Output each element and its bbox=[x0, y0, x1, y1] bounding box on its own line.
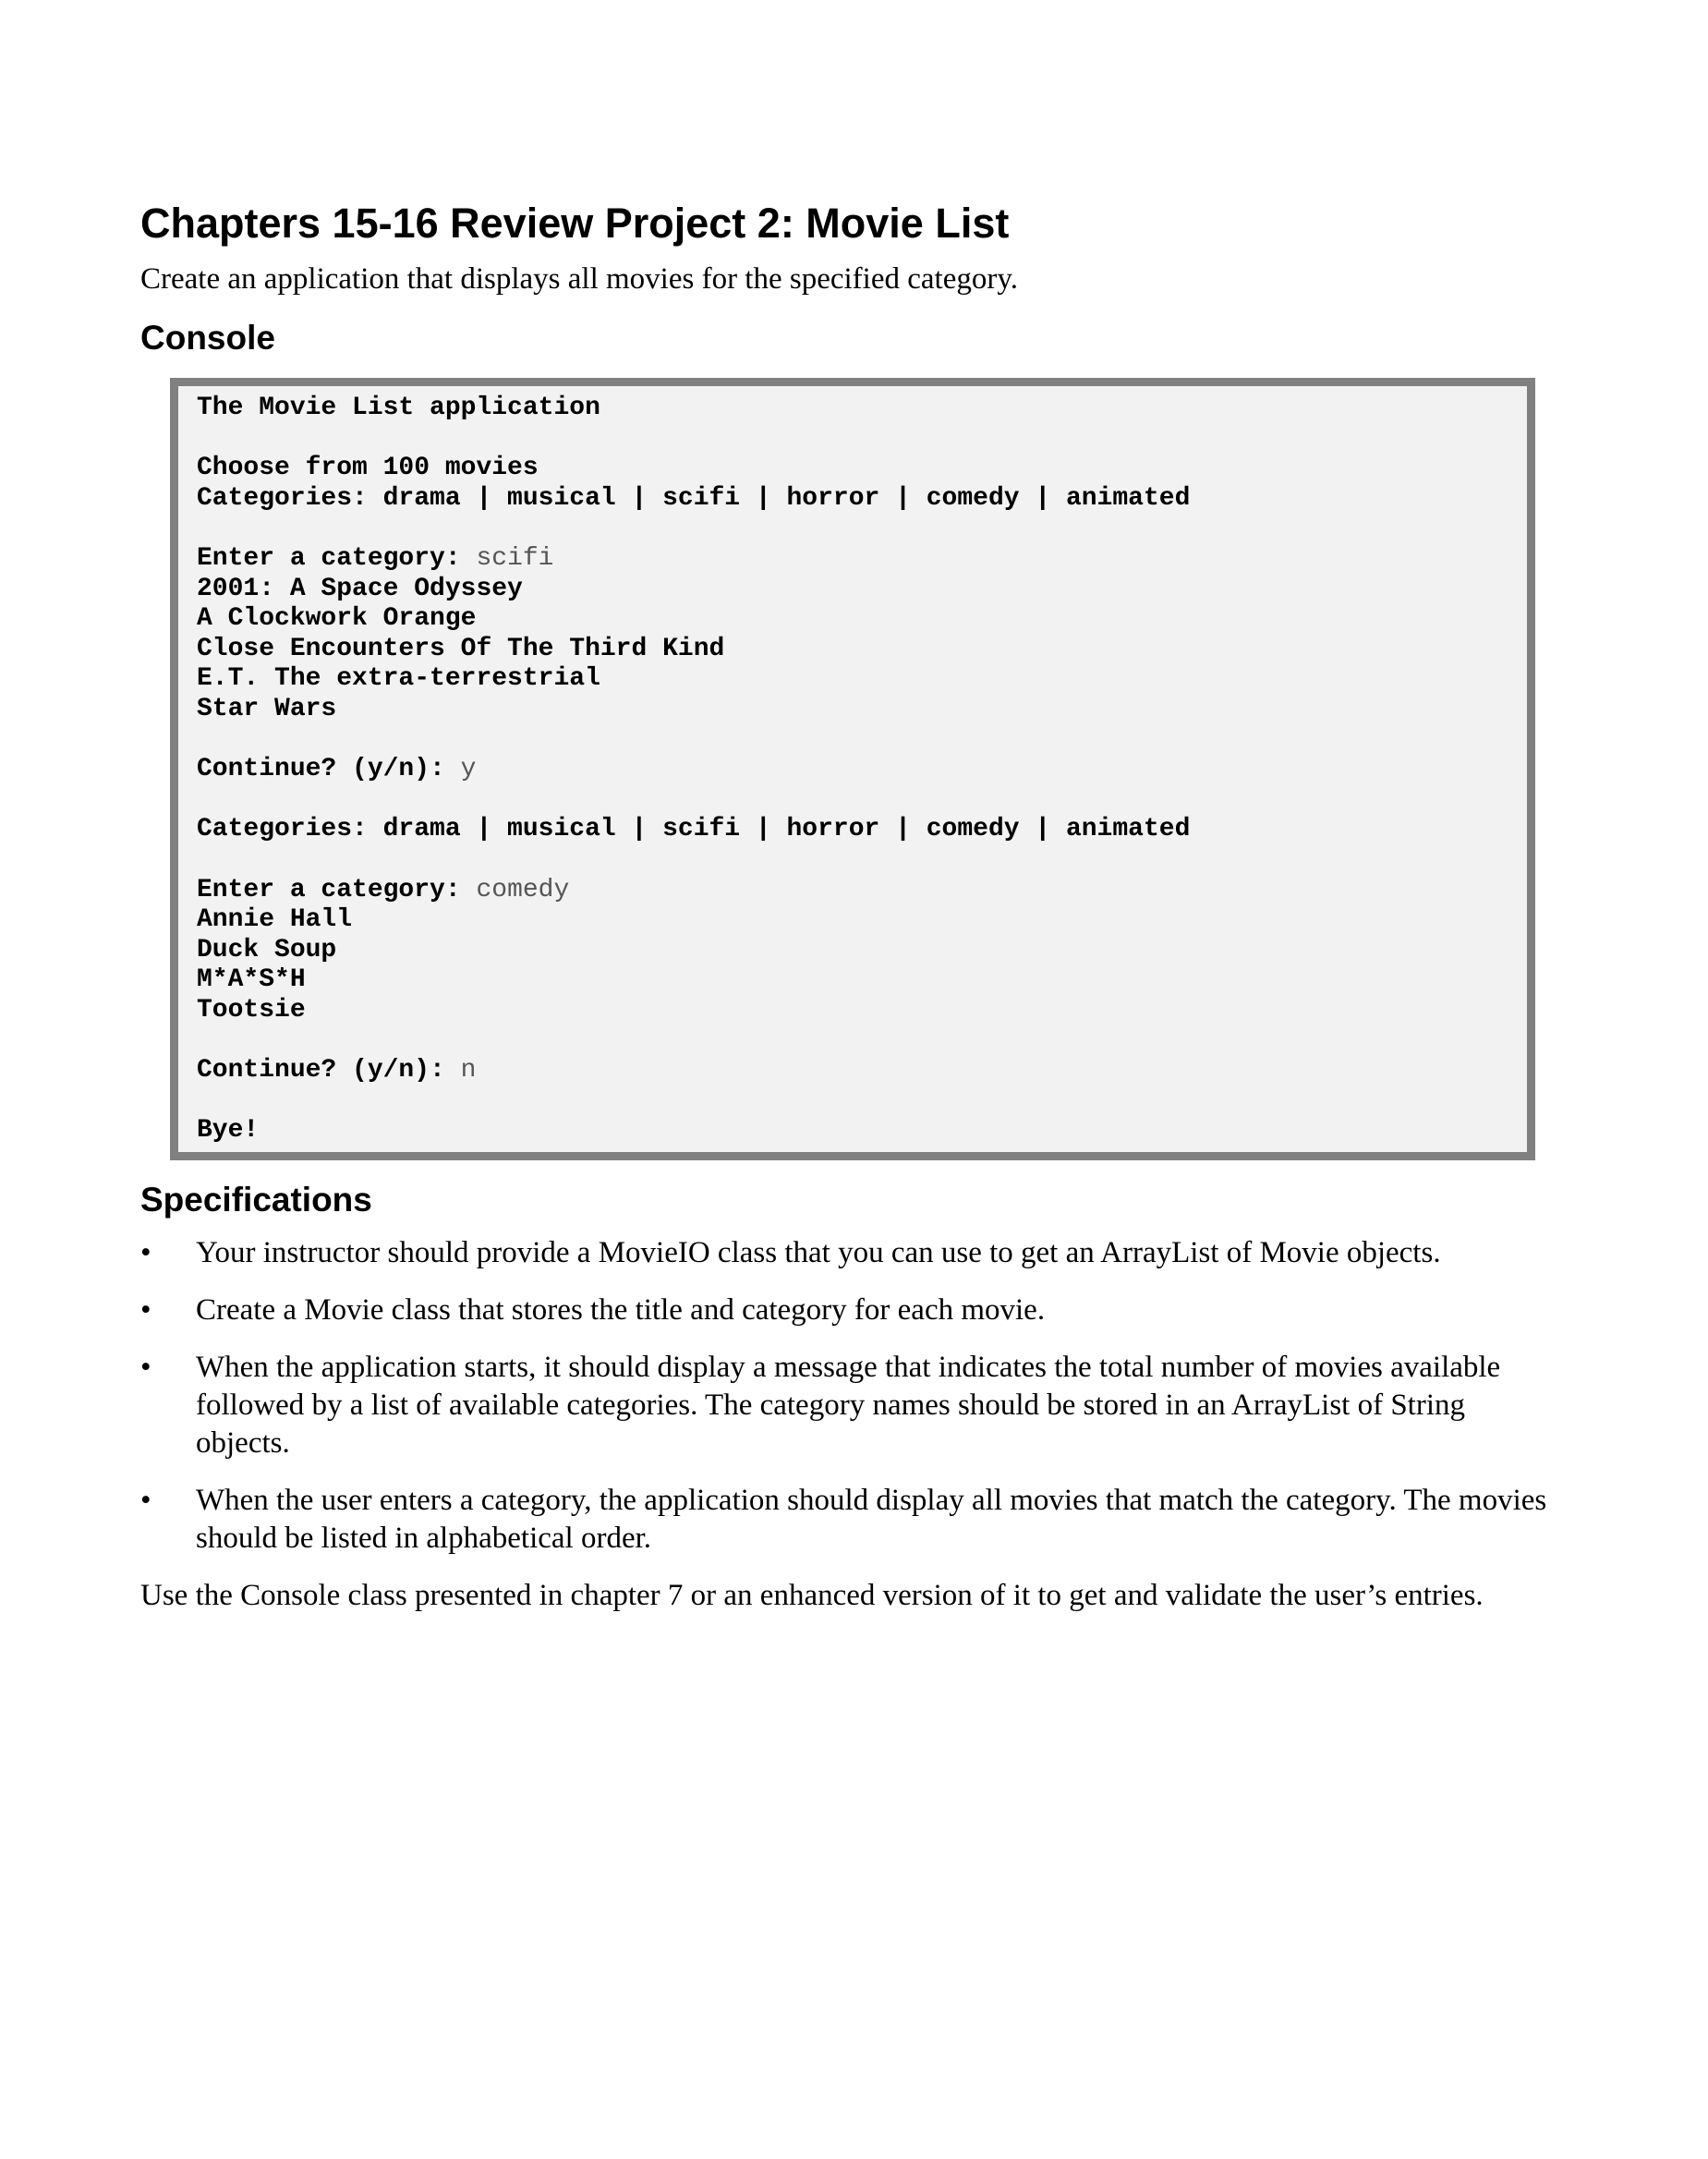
console-output bbox=[170, 378, 1535, 1160]
console-prompt-continue bbox=[197, 1056, 1508, 1086]
console-blank-line bbox=[197, 1025, 1508, 1056]
console-heading: Console bbox=[140, 319, 275, 357]
specifications-list bbox=[140, 1234, 1563, 1558]
console-line-bye: Bye! bbox=[197, 1116, 260, 1146]
document-page bbox=[140, 198, 1563, 1615]
console-result-line: Close Encounters Of The Third Kind bbox=[197, 634, 725, 663]
user-input: comedy bbox=[460, 875, 570, 904]
console-result-line: E.T. The extra-terrestrial bbox=[197, 664, 600, 694]
user-input: n bbox=[444, 1056, 477, 1086]
specifications-heading: Specifications bbox=[140, 1180, 372, 1219]
console-blank-line bbox=[197, 725, 1508, 756]
prompt-label: Continue? (y/n): bbox=[197, 755, 445, 784]
console-result-line: Annie Hall bbox=[197, 905, 353, 935]
prompt-label: Continue? (y/n): bbox=[197, 1056, 445, 1086]
intro-text: Create an application that displays all movies for the specified category. bbox=[140, 262, 1018, 296]
console-blank-line bbox=[197, 514, 1508, 544]
console-line-header: The Movie List application bbox=[197, 394, 600, 422]
closing-text: Use the Console class presented in chapter 7 or an enhanced version of it to get and validate the user’s entries. bbox=[140, 1578, 1484, 1612]
console-blank-line bbox=[197, 1086, 1508, 1117]
spec-item: • Create a Movie class that stores the title and category for each movie. bbox=[140, 1292, 1563, 1329]
console-result-line: Tootsie bbox=[197, 995, 306, 1025]
prompt-label: Enter a category: bbox=[197, 875, 461, 904]
console-blank-line bbox=[197, 785, 1508, 816]
console-blank-line bbox=[197, 424, 1508, 455]
spec-item: • When the user enters a category, the application should display all movies that match the category. The movies should be listed in alphabetical order. bbox=[140, 1482, 1563, 1558]
user-input: scifi bbox=[460, 543, 554, 573]
console-result-line: M*A*S*H bbox=[197, 965, 306, 995]
console-line-categories: Categories: drama | musical | scifi | horror | comedy | animated bbox=[197, 483, 1191, 513]
console-line-choose: Choose from 100 movies bbox=[197, 454, 539, 483]
console-result-line: A Clockwork Orange bbox=[197, 604, 477, 634]
console-prompt-continue bbox=[197, 755, 1508, 785]
console-prompt-category bbox=[197, 876, 1508, 906]
console-result-line: 2001: A Space Odyssey bbox=[197, 574, 523, 603]
console-prompt-category bbox=[197, 544, 1508, 575]
spec-item: • Your instructor should provide a MovieIO class that you can use to get an ArrayList of Movie objects. bbox=[140, 1234, 1563, 1272]
console-result-line: Star Wars bbox=[197, 694, 337, 723]
console-line-categories: Categories: drama | musical | scifi | horror | comedy | animated bbox=[197, 815, 1191, 844]
spec-item: • When the application starts, it should display a message that indicates the total number of movies available followed by a list of available categories. The category names should be stored in an ArrayList of String objects. bbox=[140, 1349, 1563, 1462]
prompt-label: Enter a category: bbox=[197, 543, 461, 573]
console-result-line: Duck Soup bbox=[197, 935, 337, 964]
page-title: Chapters 15-16 Review Project 2: Movie List bbox=[140, 200, 1010, 247]
user-input: y bbox=[444, 755, 477, 784]
console-blank-line bbox=[197, 845, 1508, 876]
